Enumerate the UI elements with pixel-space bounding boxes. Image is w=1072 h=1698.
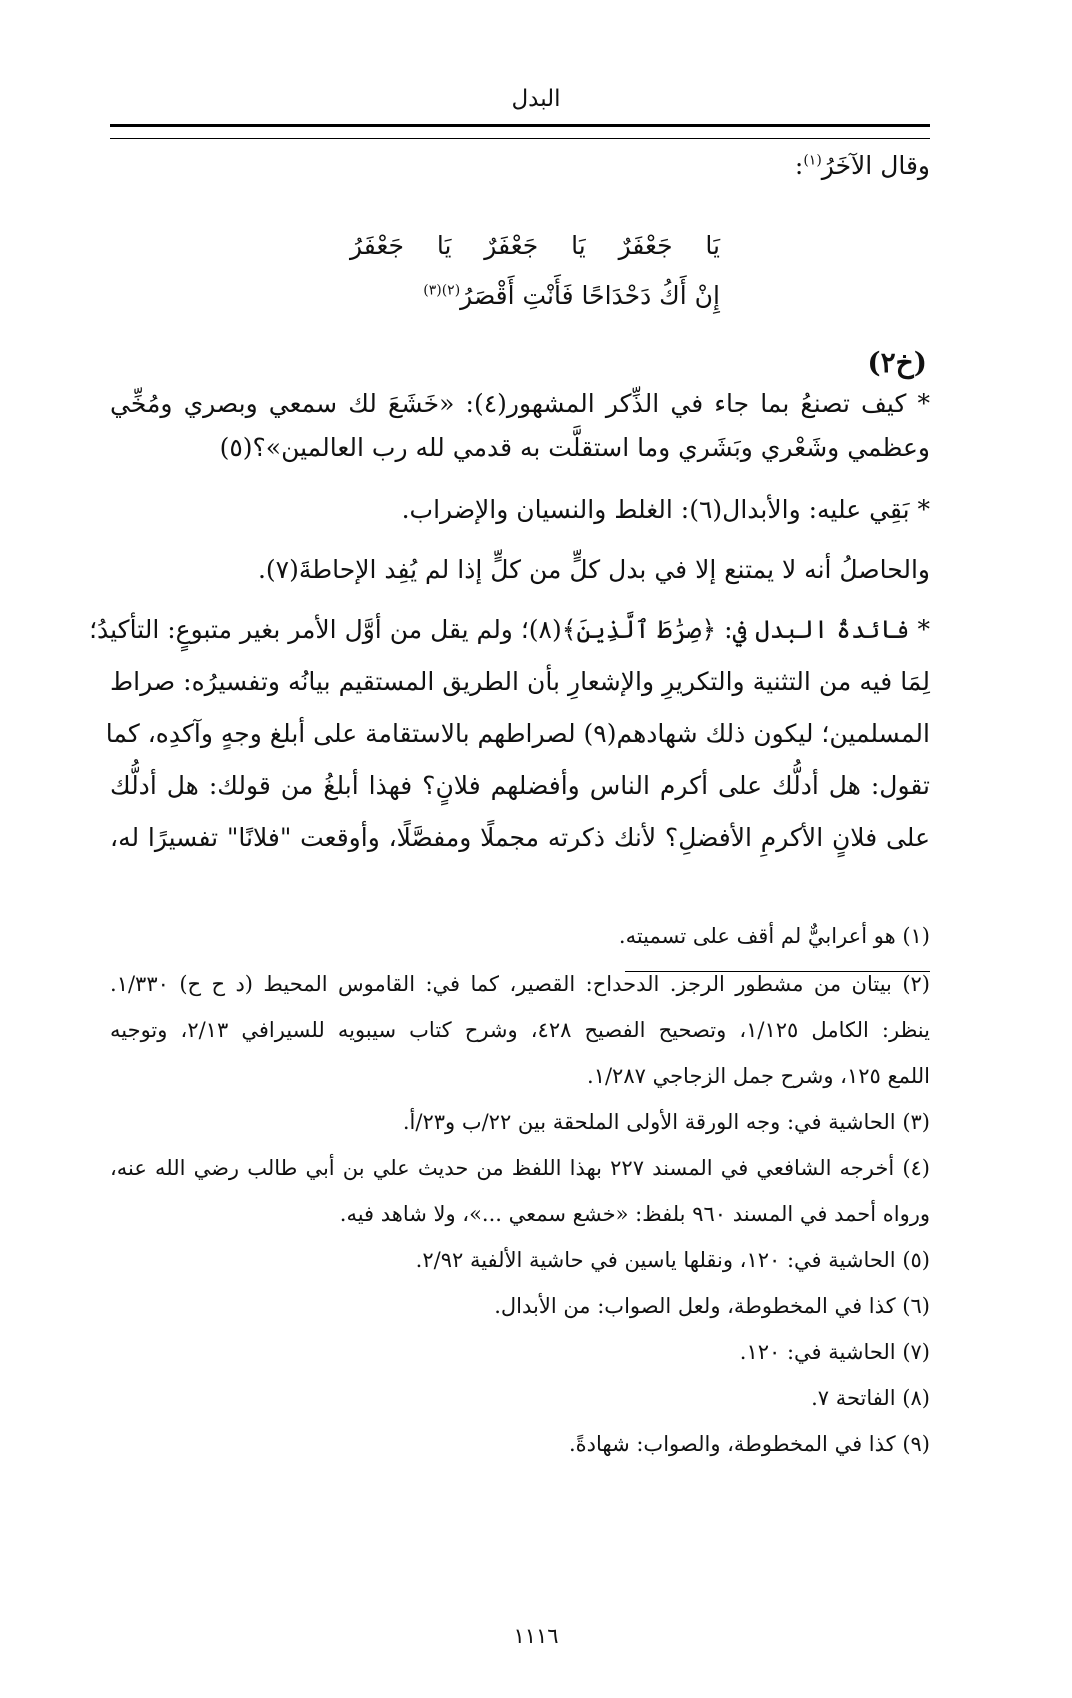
paragraph-1-line-2: وعظمي وشَعْري وبَشَري وما استقلَّت به قدمي لله رب العالمين»؟(٥) (219, 433, 930, 462)
paragraph-2-line-1: * بَقِي عليه: والأبدال(٦): الغلط والنسيان والإضراب. (401, 495, 930, 524)
intro-line (110, 146, 930, 186)
footnote-2-line-1: (٢) بيتان من مشطور الرجز. الدحداح: القصير، كما في: القاموس المحيط (د ح ح) ١/٣٣٠. (110, 972, 930, 996)
paragraph-4-line-1: * فائدةُ البدل في: ﴿صِرَٰطَ ٱلَّذِينَ﴾(٨)؛ ولم يقل من أوَّل الأمر بغير متبوعٍ: التأكيدُ؛ (89, 615, 930, 644)
footnote-9: (٩) كذا في المخطوطة، والصواب: شهادةً. (568, 1432, 930, 1456)
paragraph-4-line-2: لِمَا فيه من التثنية والتكريرِ والإشعارِ بأن الطريق المستقيم بيانُه وتفسيرُه: صراط (110, 667, 930, 696)
footnote-ref: (٢)(٣) (423, 282, 461, 299)
header-rule-thick (110, 124, 930, 127)
intro-colon: : (794, 151, 804, 180)
footnote-4-line-2: ورواه أحمد في المسند ٩٦٠ بلفظ: «خشع سمعي ...»، ولا شاهد فيه. (339, 1202, 930, 1226)
footnote-2-line-3: اللمع ١٢٥، وشرح جمل الزجاجي ١/٢٨٧. (587, 1064, 930, 1088)
footnote-6: (٦) كذا في المخطوطة، ولعل الصواب: من الأبدال. (494, 1294, 930, 1318)
footnote-ref: (١) (803, 152, 822, 169)
footnote-1: (١) هو أعرابيٌّ لم أقف على تسميته. (618, 924, 930, 948)
running-header: البدل (511, 86, 561, 112)
paragraph-4-line-3: المسلمين؛ ليكون ذلك شهادهم(٩) لصراطهم بالاستقامة على أبلغ وجهٍ وآكدِه، كما (105, 719, 930, 748)
verse-line-2 (350, 276, 720, 316)
footnote-5: (٥) الحاشية في: ١٢٠، ونقلها ياسين في حاشية الألفية ٢/٩٢. (415, 1248, 930, 1272)
paragraph-4-line-4: تقول: هل أدلُّك على أكرم الناس وأفضلهم فلانٍ؟ فهذا أبلغُ من قولك: هل أدلُّك (110, 771, 930, 800)
header-rule-thin (110, 138, 930, 139)
footnote-8: (٨) الفاتحة ٧. (811, 1386, 930, 1410)
intro-text: وقال الآخَرُ (821, 151, 930, 180)
footnote-4-line-1: (٤) أخرجه الشافعي في المسند ٢٢٧ بهذا اللفظ من حديث علي بن أبي طالب رضي الله عنه، (110, 1156, 930, 1180)
page-number: ١١١٦ (513, 1624, 559, 1648)
verse-line-1: يَا جَعْفَرٌ يَا جَعْفَرٌ يَا جَعْفَرُ (350, 231, 720, 260)
footnote-7: (٧) الحاشية في: ١٢٠. (739, 1340, 930, 1364)
section-marker: (خ٢) (867, 346, 927, 379)
paragraph-1-line-1: * كيف تصنعُ بما جاء في الذِّكر المشهور(٤): «خَشَعَ لك سمعي وبصري ومُخِّي (110, 389, 930, 418)
footnote-3: (٣) الحاشية في: وجه الورقة الأولى الملحقة بين ٢٢/ب و٢٣/أ. (402, 1110, 930, 1134)
footnote-2-line-2: ينظر: الكامل ١/١٢٥، وتصحيح الفصيح ٤٢٨، وشرح كتاب سيبويه للسيرافي ٢/١٣، وتوجيه (110, 1018, 930, 1042)
paragraph-3-line-1: والحاصلُ أنه لا يمتنع إلا في بدل كلٍّ من كلٍّ إذا لم يُفِد الإحاطةَ(٧). (257, 555, 930, 584)
verse-line-2-text: إِنْ أَكُ دَحْدَاحًا فَأَنْتِ أَقْصَرُ (460, 281, 720, 310)
paragraph-4-line-5: على فلانٍ الأكرمِ الأفضلِ؟ لأنك ذكرته مجملًا ومفصَّلًا، وأوقعت "فلانًا" تفسيرًا له، (110, 823, 930, 852)
